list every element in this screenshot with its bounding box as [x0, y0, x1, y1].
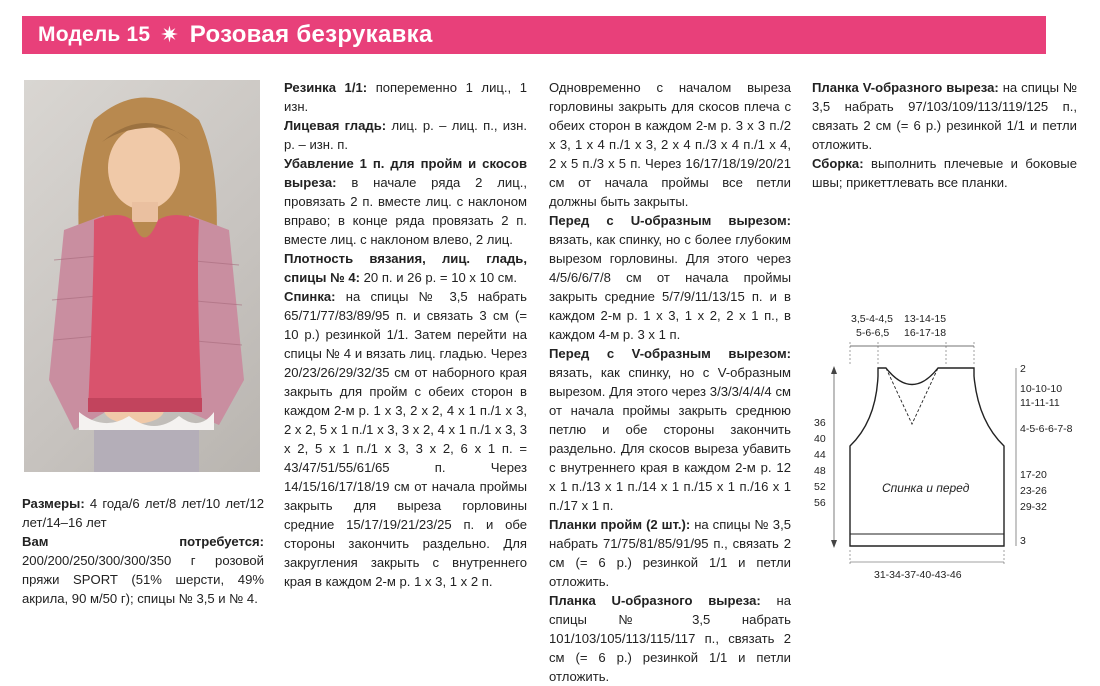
- front-v-paragraph: [549, 344, 791, 515]
- height-value-56: 56: [814, 497, 826, 509]
- armhole-band-paragraph: [549, 515, 791, 591]
- decrease-label: Убавление 1 п. для пройм и скосов выреза:: [284, 156, 527, 190]
- u-band-text: на спицы № 3,5 набрать 101/103/105/113/115/117 п., связать 2 см (= 6 р.) резинкой 1/1 и петли отложить.: [549, 593, 791, 684]
- armhole-label-1: 10-10-10: [1020, 383, 1063, 395]
- star-icon: ✷: [160, 22, 179, 47]
- assembly-paragraph: [812, 154, 1077, 192]
- neck-label-2: 16-17-18: [904, 327, 947, 339]
- sizes-paragraph: [22, 494, 264, 532]
- text-column-3: [812, 78, 1077, 192]
- front-u-label: Перед с U-образным вырезом:: [549, 213, 791, 228]
- model-title: Розовая безрукавка: [189, 21, 433, 48]
- schematic-svg: [806, 306, 1096, 606]
- text-column-2: [549, 78, 791, 686]
- width-label: 31-34-37-40-43-46: [874, 569, 962, 581]
- u-band-label: Планка U-образного выреза:: [549, 593, 761, 608]
- sizes-label: Размеры:: [22, 496, 85, 511]
- neck-label-1: 13-14-15: [904, 313, 947, 325]
- sizes-block: [22, 494, 264, 608]
- armhole-dec-label: 4-5-6-6-7-8: [1020, 423, 1073, 435]
- schematic-diagram: [806, 306, 1096, 606]
- height-value-36: 36: [814, 417, 826, 429]
- back-paragraph-continued: Одновременно с началом выреза горловины закрыть для скосов плеча с обеих сторон в каждом 2-м р. 3 х 3 п./2 х 3, 1 х 4 п./1 х 3, 2 х 4 п./3 х 4 п./1 х 4, 2 х 5 п./3 х 5 п. Через 16/17/18/19/20/21 см от начала проймы все петли должны быть закрыты.: [549, 80, 791, 209]
- front-v-text: вязать, как спинку, но с V-образным вырезом. Для этого через 3/3/3/4/4/4 см от начала проймы закрыть среднюю петлю и обе стороны закончить раздельно. Для скосов выреза убавить с внутреннего края в каждом 2-м р. 12 х 1 п./13 х 1 п./14 х 1 п./15 х 1 п./16 х 1 п./17 х 1 п.: [549, 365, 791, 513]
- decrease-text: в начале ряда 2 лиц., провязать 2 п. вместе лиц. с наклоном вправо; в конце ряда провязать 2 п. вместе лиц. с наклоном влево, 2 лиц.: [284, 175, 527, 247]
- height-value-48: 48: [814, 465, 826, 477]
- materials-paragraph: [22, 532, 264, 608]
- diagram-center-label: Спинка и перед: [882, 481, 970, 495]
- gauge-label: Плотность вязания, лиц. гладь, спицы № 4:: [284, 251, 527, 285]
- neck-depth-label: 2: [1020, 363, 1026, 375]
- gauge-paragraph: [284, 249, 527, 287]
- stockinette-label: Лицевая гладь:: [284, 118, 387, 133]
- materials-label: Вам потребуется:: [22, 534, 264, 549]
- rib-paragraph: [284, 78, 527, 116]
- height-value-40: 40: [814, 433, 826, 445]
- rib-label: Резинка 1/1:: [284, 80, 368, 95]
- stockinette-text: лиц. р. – лиц. п., изн. р. – изн. п.: [284, 118, 527, 152]
- height-value-44: 44: [814, 449, 826, 461]
- armhole-label-2: 11-11-11: [1020, 397, 1060, 409]
- v-band-label: Планка V-образного выреза:: [812, 80, 999, 95]
- model-photo: [24, 80, 260, 472]
- shoulder-label-1: 3,5-4-4,5: [851, 313, 894, 325]
- title-bar: [22, 16, 1046, 54]
- rib-height-label: 3: [1020, 535, 1026, 547]
- back-text: на спицы № 3,5 набрать 65/71/77/83/89/95 п. и связать 3 см (= 10 р.) резинкой 1/1. Затем перейти на спицы № 4 и вязать лиц. гладью. Через 20/23/26/29/32/35 см от наборного края закрыть для пройм с обеих сторон в каждом 2-м р. 1 х 3, 2 х 2, 4 х 1 п./1 х 3, 2 х 2, 5 х 1 п./1 х 3, 3 х 2, 4 х 1 п./1 х 3, 3 х 2, 5 х 1 п./1 х 3, 3 х 2, 6 х 1 п. = 43/47/51/55/61/65 п. Через 14/15/16/17/18/19 см от начала проймы закрыть для выреза горловины средние 15/17/19/21/23/25 п. и обе стороны закончить раздельно. Для закругления закрыть с внутреннего края в каждом 2-м р. 1 х 3, 1 х 2 п.: [284, 289, 527, 589]
- body-label-1: 17-20: [1020, 469, 1047, 481]
- decrease-paragraph: [284, 154, 527, 249]
- shoulder-label-2: 5-6-6,5: [856, 327, 890, 339]
- height-value-52: 52: [814, 481, 826, 493]
- body-label-2: 23-26: [1020, 485, 1047, 497]
- stockinette-paragraph: [284, 116, 527, 154]
- front-v-label: Перед с V-образным вырезом:: [549, 346, 791, 361]
- back-label: Спинка:: [284, 289, 336, 304]
- assembly-label: Сборка:: [812, 156, 864, 171]
- v-band-text: на спицы № 3,5 набрать 97/103/109/113/119/125 п., связать 2 см (= 6 р.) резинкой 1/1 и петли отложить.: [812, 80, 1077, 152]
- assembly-text: выполнить плечевые и боковые швы; прикеттлевать все планки.: [812, 156, 1077, 190]
- armhole-band-text: на спицы № 3,5 набрать 71/75/81/85/91/95 п., связать 2 см (= 6 р.) резинкой 1/1 и петли отложить.: [549, 517, 791, 589]
- gauge-text: 20 п. и 26 р. = 10 х 10 см.: [363, 270, 517, 285]
- sizes-text: 4 года/6 лет/8 лет/10 лет/12 лет/14–16 лет: [22, 496, 265, 530]
- rib-text: попеременно 1 лиц., 1 изн.: [284, 80, 527, 114]
- text-column-1: [284, 78, 527, 591]
- v-band-paragraph: [812, 78, 1077, 154]
- armhole-band-label: Планки пройм (2 шт.):: [549, 517, 691, 532]
- girl-illustration: [24, 80, 260, 472]
- front-u-paragraph: [549, 211, 791, 344]
- materials-text: 200/200/250/300/300/350 г розовой пряжи SPORT (51% шерсти, 49% акрила, 90 м/50 г); спицы № 3,5 и № 4.: [22, 553, 264, 606]
- back-paragraph: [284, 287, 527, 591]
- body-label-3: 29-32: [1020, 501, 1047, 513]
- garment-outline: [850, 368, 1004, 546]
- model-number: Модель 15: [38, 23, 151, 46]
- front-u-text: вязать, как спинку, но с более глубоким вырезом горловины. Для этого через 4/5/6/6/7/8 см от начала проймы закрыть средние 5/7/9/11/13/15 п. и в каждом 2-м р. 1 х 3, 1 х 2, 2 х 1 п., в каждом 4-м р. 3 х 1 п.: [549, 232, 791, 342]
- u-band-paragraph: [549, 591, 791, 686]
